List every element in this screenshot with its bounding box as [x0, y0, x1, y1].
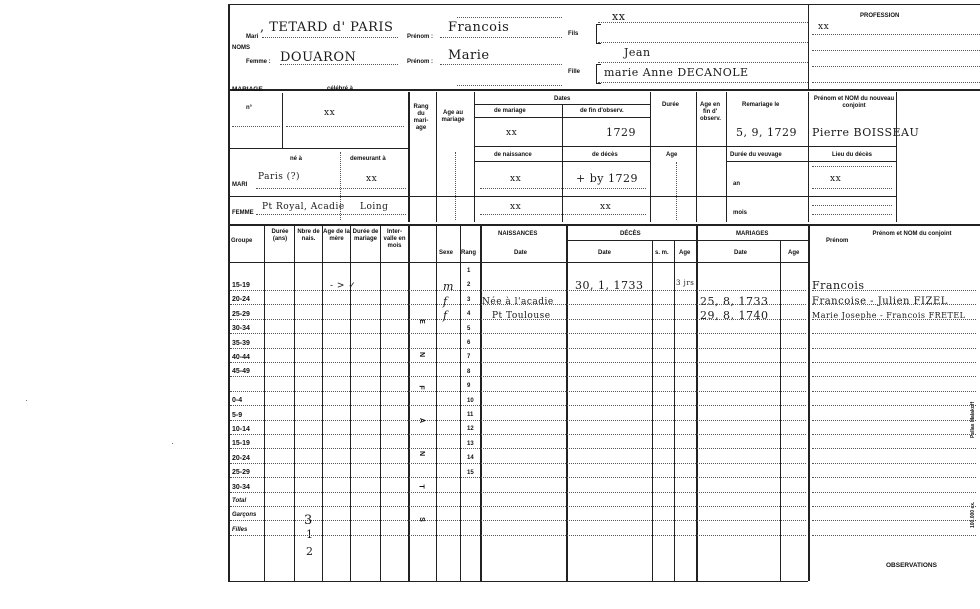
row-line — [230, 405, 806, 406]
noms-label: NOMS — [232, 45, 250, 51]
groupe-label: 15-19 — [232, 282, 250, 289]
row-line-right — [812, 463, 976, 464]
de-deces-label: de décès — [592, 152, 618, 158]
row-line — [230, 319, 806, 320]
groupe-label: 15-19 — [232, 440, 250, 448]
enfant-1-deces: 30, 1, 1733 — [575, 279, 644, 292]
vertical-letter: F — [417, 385, 425, 390]
nouveau-conjoint-value: Pierre BOISSEAU — [812, 126, 920, 139]
row-line — [230, 362, 806, 363]
fils-bracket — [596, 24, 601, 44]
rang-number: 10 — [467, 397, 474, 404]
intervalle-header: Inter- valle en mois — [383, 229, 406, 249]
mari-demeurant: xx — [366, 174, 378, 184]
mari-ne: Paris (?) — [258, 172, 301, 182]
row-line-right — [812, 319, 976, 320]
celebre-value: xx — [324, 108, 336, 118]
enfant-1-prenom: Francois — [812, 279, 865, 292]
age-mere-header: Age de la mère — [323, 229, 350, 242]
prenom-femme: Marie — [448, 48, 490, 63]
profession-value: xx — [818, 22, 830, 32]
pere-fille: Jean — [624, 46, 651, 59]
enfant-2-sexe: f — [443, 295, 448, 308]
femme-ne: Pt Royal, Acadie — [262, 202, 345, 212]
enfant-2-naissance: Née à l'acadie — [482, 297, 554, 307]
duree-veuvage-label: Durée du veuvage — [730, 152, 782, 158]
row-line-right — [812, 348, 976, 349]
mari-label: Mari — [246, 34, 259, 40]
rang-number: 7 — [467, 354, 471, 361]
femme-demeurant: Loing — [360, 202, 389, 212]
deces-date-header: Date — [598, 250, 612, 256]
row-line — [230, 520, 806, 521]
groupe-header: Groupe — [231, 238, 253, 244]
row-line — [230, 506, 806, 507]
prenom-header: Prénom — [826, 238, 849, 244]
femme-label: Femme : — [246, 59, 271, 65]
naissances-header: NAISSANCES — [498, 231, 538, 237]
de-naissance-label: de naissance — [494, 152, 532, 158]
vertical-letter: S — [417, 517, 425, 522]
enfant-3-prenom: Marie Josephe - Francois FRETEL — [812, 311, 966, 320]
de-fin-label: de fin d'observ. — [580, 108, 624, 114]
side-text-2: 100.000 ex. — [970, 501, 976, 528]
fils-label: Fils — [568, 31, 579, 37]
row-line — [230, 290, 806, 291]
fils-value: xx — [612, 10, 626, 23]
row-line — [230, 492, 806, 493]
rang-number: 12 — [467, 426, 474, 433]
rang-number: 1 — [467, 268, 471, 274]
vertical-letter: T — [417, 484, 425, 489]
row-line — [230, 333, 806, 334]
row-line-right — [812, 333, 976, 334]
n-label: n° — [246, 105, 253, 111]
groupe-label: 5-9 — [232, 411, 243, 419]
row-line-right — [812, 520, 976, 521]
fille-label: Fille — [568, 69, 581, 75]
groupe-label: 20-24 — [232, 296, 250, 304]
mois-label: mois — [733, 210, 748, 216]
row-line-right — [812, 492, 976, 493]
row-line-right — [812, 376, 976, 377]
observations-label: OBSERVATIONS — [886, 562, 937, 569]
rang-number: 2 — [467, 282, 471, 289]
rang-number: 5 — [467, 325, 471, 332]
rang-number: 14 — [467, 455, 474, 462]
enfant-3-mariage: 29, 8, 1740 — [700, 309, 769, 322]
deces-age-header: Age — [679, 250, 691, 256]
prenom-femme-label: Prénom : — [407, 59, 434, 65]
groupe-label: Total — [232, 498, 247, 504]
profession-label: PROFESSION — [860, 13, 900, 19]
row-line — [230, 477, 806, 478]
rang-number: 8 — [467, 368, 471, 375]
vertical-letter: N — [418, 450, 426, 457]
groupe-label: Garçons — [232, 512, 257, 519]
enfant-2-prenom: Francoise - Julien FIZEL — [812, 296, 948, 307]
scan-speck — [172, 443, 173, 444]
filles-value: 2 — [306, 545, 314, 558]
groupe-label: 25-29 — [232, 469, 250, 477]
row-line-right — [812, 506, 976, 507]
rang-number: 9 — [467, 383, 471, 390]
ne-a-label: né à — [290, 156, 303, 162]
row-line-right — [812, 420, 976, 421]
duree-ans-header: Durée (ans) — [271, 229, 289, 242]
mari-row-label: MARI — [232, 182, 248, 188]
row-line — [230, 376, 806, 377]
mar-age-header: Age — [788, 250, 800, 256]
groupe-label: 30-34 — [232, 483, 250, 491]
row-line-right — [812, 448, 976, 449]
sexe-header: Sexe — [439, 250, 454, 256]
row-line — [230, 535, 806, 536]
groupe-label: 0-4 — [232, 397, 243, 405]
groupe-label: 45-49 — [232, 368, 250, 376]
row-line — [230, 348, 806, 349]
mariages-header: MARIAGES — [736, 231, 769, 237]
mere-fille: marie Anne DECANOLE — [604, 66, 749, 79]
rang-number: 4 — [467, 311, 471, 318]
prenom-mari-label: Prénom : — [407, 34, 434, 40]
row-line — [230, 304, 806, 305]
row-line-right — [812, 362, 976, 363]
row-line-right — [812, 405, 976, 406]
row-line — [230, 434, 806, 435]
age-label2: Age — [666, 152, 678, 158]
row1-marks: - > ✓ — [330, 281, 357, 291]
mariage-title: MARIAGE — [232, 86, 263, 93]
row-line — [230, 463, 806, 464]
mari-deces: + by 1729 — [576, 172, 638, 185]
lieu-deces-value: xx — [830, 174, 842, 184]
enfant-3-sexe: f — [443, 309, 448, 322]
duree-label: Durée — [662, 102, 680, 108]
row-line — [230, 417, 806, 424]
deces-header: DÉCÈS — [620, 231, 641, 237]
rang-number: 6 — [467, 340, 471, 346]
de-mariage-label: de mariage — [494, 108, 526, 114]
groupe-label: 30-34 — [232, 325, 250, 333]
enfant-2-mariage: 25, 8, 1733 — [700, 295, 769, 308]
femme-deces: xx — [600, 202, 612, 212]
enfant-1-sexe: m — [443, 280, 454, 293]
groupe-label: 10-14 — [232, 426, 250, 433]
sm-header: s. m. — [655, 250, 669, 256]
fille-bracket — [596, 64, 601, 84]
femme-row-label: FEMME — [232, 210, 254, 216]
enfant-1-deces-age: 3 jrs — [676, 279, 695, 287]
femme-name: DOUARON — [280, 50, 357, 65]
scan-speck — [26, 400, 27, 401]
rang-number: 3 — [467, 296, 471, 303]
total-value: 3 — [304, 513, 313, 528]
rang-number: 15 — [467, 469, 474, 476]
rang-header: Rang — [461, 250, 476, 256]
rang-number: 13 — [467, 440, 474, 447]
enfant-3-naissance: Pt Toulouse — [492, 311, 551, 321]
conjoint-header: Prénom et NOM du conjoint — [872, 231, 952, 237]
groupe-label: 40-44 — [232, 354, 250, 361]
mar-date-header: Date — [734, 250, 748, 256]
row-line-right — [812, 391, 976, 392]
prenom-mari: Francois — [448, 20, 510, 35]
row-line-right — [812, 477, 976, 478]
en-label: an — [733, 181, 741, 187]
groupe-label: 25-29 — [232, 310, 250, 318]
groupe-label: Filles — [232, 526, 248, 533]
vertical-letter: E — [417, 319, 425, 324]
duree-mariage-header: Durée de mariage — [352, 229, 379, 242]
mari-name: , TETARD d' PARIS — [260, 20, 394, 35]
row-line-right — [812, 535, 976, 536]
age-mariage-label: Age au mariage — [441, 110, 465, 123]
remariage-label: Remariage le — [742, 102, 780, 108]
remariage-value: 5, 9, 1729 — [736, 126, 797, 139]
row-line-right — [812, 290, 976, 291]
vertical-letter: N — [418, 351, 426, 358]
rang-number: 11 — [467, 412, 474, 418]
lieu-deces-label: Lieu du décès — [832, 152, 873, 158]
garcons-value: 1 — [306, 528, 314, 541]
celebre-label: célébré à — [327, 86, 354, 92]
groupe-label: 20-24 — [232, 454, 250, 462]
vertical-letter: A — [418, 417, 426, 424]
date-mariage-value: xx — [506, 128, 518, 138]
row-line-right — [812, 304, 976, 305]
mari-naissance: xx — [510, 174, 522, 184]
nbre-nais-header: Nbre de nais. — [297, 229, 320, 242]
row-line — [230, 391, 806, 392]
dates-label: Dates — [554, 96, 571, 102]
demeurant-a-label: demeurant à — [350, 156, 386, 162]
nouveau-conjoint-label: Prénom et NOM du nouveau conjoint — [813, 96, 895, 109]
row-line — [230, 448, 806, 449]
femme-naissance: xx — [510, 202, 522, 212]
groupe-label: 35-39 — [232, 339, 250, 347]
side-text-1: Pellas Malakoff — [970, 401, 976, 438]
rang-mariage-label: Rang du mari- age — [413, 104, 429, 131]
row-line-right — [812, 434, 976, 435]
naiss-date-header: Date — [514, 250, 528, 256]
date-fin-value: 1729 — [606, 126, 636, 139]
age-fin-label: Age en fin d' observ. — [700, 102, 721, 122]
